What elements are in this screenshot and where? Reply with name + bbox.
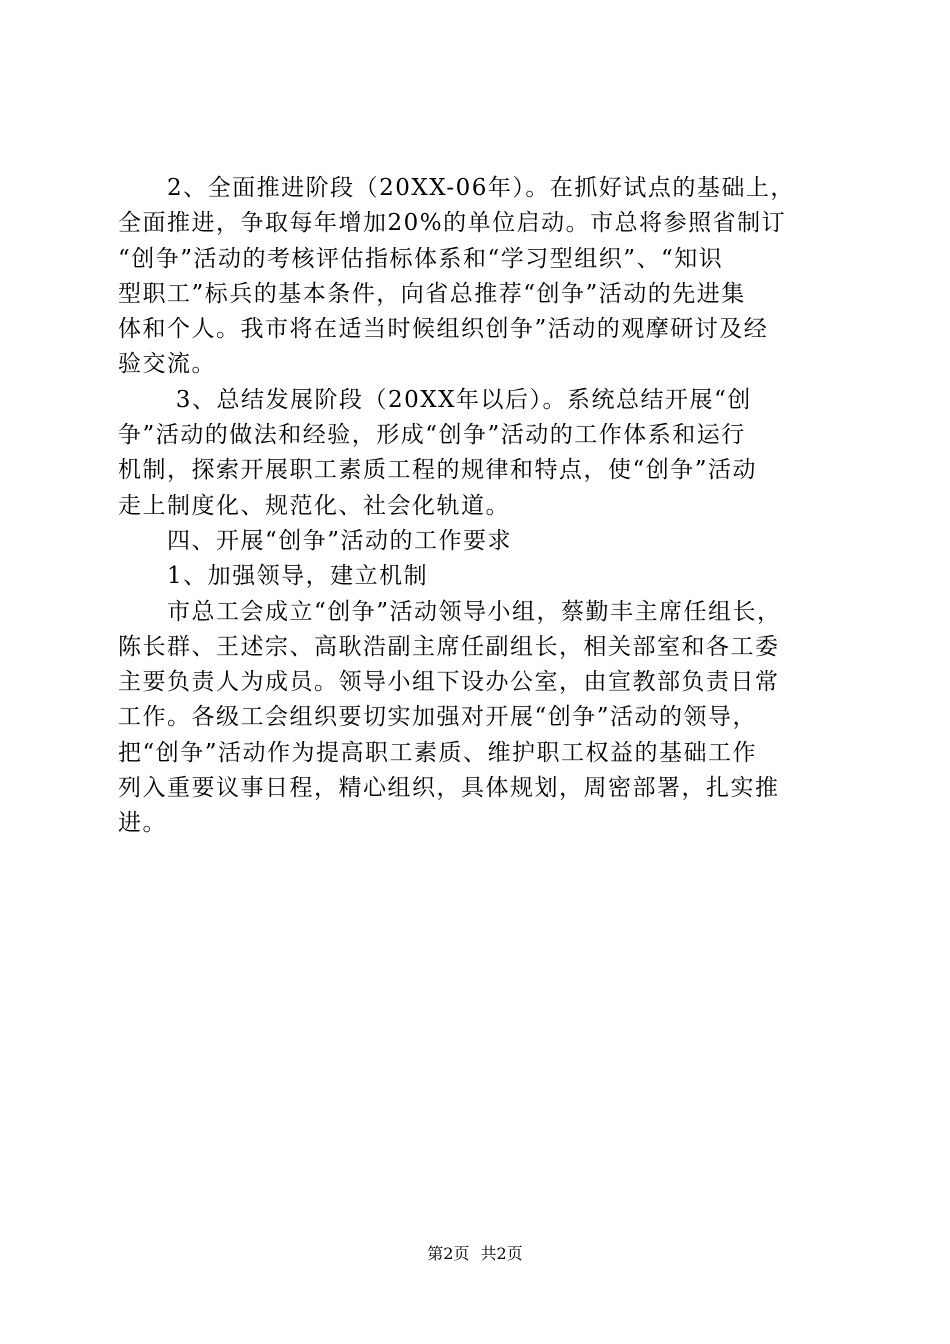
page-number: 第2页 — [427, 1244, 470, 1263]
text-line: 争”活动的做法和经验，形成“创争”活动的工作体系和运行 — [118, 422, 746, 449]
text-line: 验交流。 — [118, 351, 216, 378]
text-line: 把“创争”活动作为提高职工素质、维护职工权益的基础工作 — [118, 739, 758, 766]
page-total: 共2页 — [480, 1244, 523, 1263]
text-line: 工作。各级工会组织要切实加强对开展“创争”活动的领导， — [118, 704, 758, 731]
text-line: 3、总结发展阶段（20XX年以后）。系统总结开展“创 — [118, 386, 752, 413]
text-line: 体和个人。我市将在适当时候组织创争”活动的观摩研讨及经 — [118, 316, 769, 343]
text-line: 进。 — [118, 810, 167, 837]
document-body — [118, 171, 838, 842]
page-footer — [0, 1243, 950, 1265]
text-line: 2、全面推进阶段（20XX-06年）。在抓好试点的基础上， — [118, 175, 795, 201]
text-line: 走上制度化、规范化、社会化轨道。 — [118, 492, 510, 519]
text-line: 主要负责人为成员。领导小组下设办公室，由宣教部负责日常 — [118, 669, 780, 696]
text-line: 陈长群、王述宗、高耿浩副主席任副组长，相关部室和各工委 — [118, 633, 780, 660]
text-line: 列入重要议事日程，精心组织，具体规划，周密部署，扎实推 — [118, 775, 780, 802]
text-line: 型职工”标兵的基本条件，向省总推荐“创争”活动的先进集 — [118, 280, 746, 307]
text-line: 机制，探索开展职工素质工程的规律和特点，使“创争”活动 — [118, 457, 758, 484]
text-line: “创争”活动的考核评估指标体系和“学习型组织”、“知识 — [118, 245, 724, 272]
subsection-heading: 1、加强领导，建立机制 — [118, 563, 429, 590]
text-line: 市总工会成立“创争”活动领导小组，蔡勤丰主席任组长， — [118, 598, 782, 625]
section-heading: 四、开展“创争”活动的工作要求 — [118, 527, 513, 554]
text-line: 全面推进，争取每年增加20%的单位启动。市总将参照省制订 — [118, 210, 787, 237]
